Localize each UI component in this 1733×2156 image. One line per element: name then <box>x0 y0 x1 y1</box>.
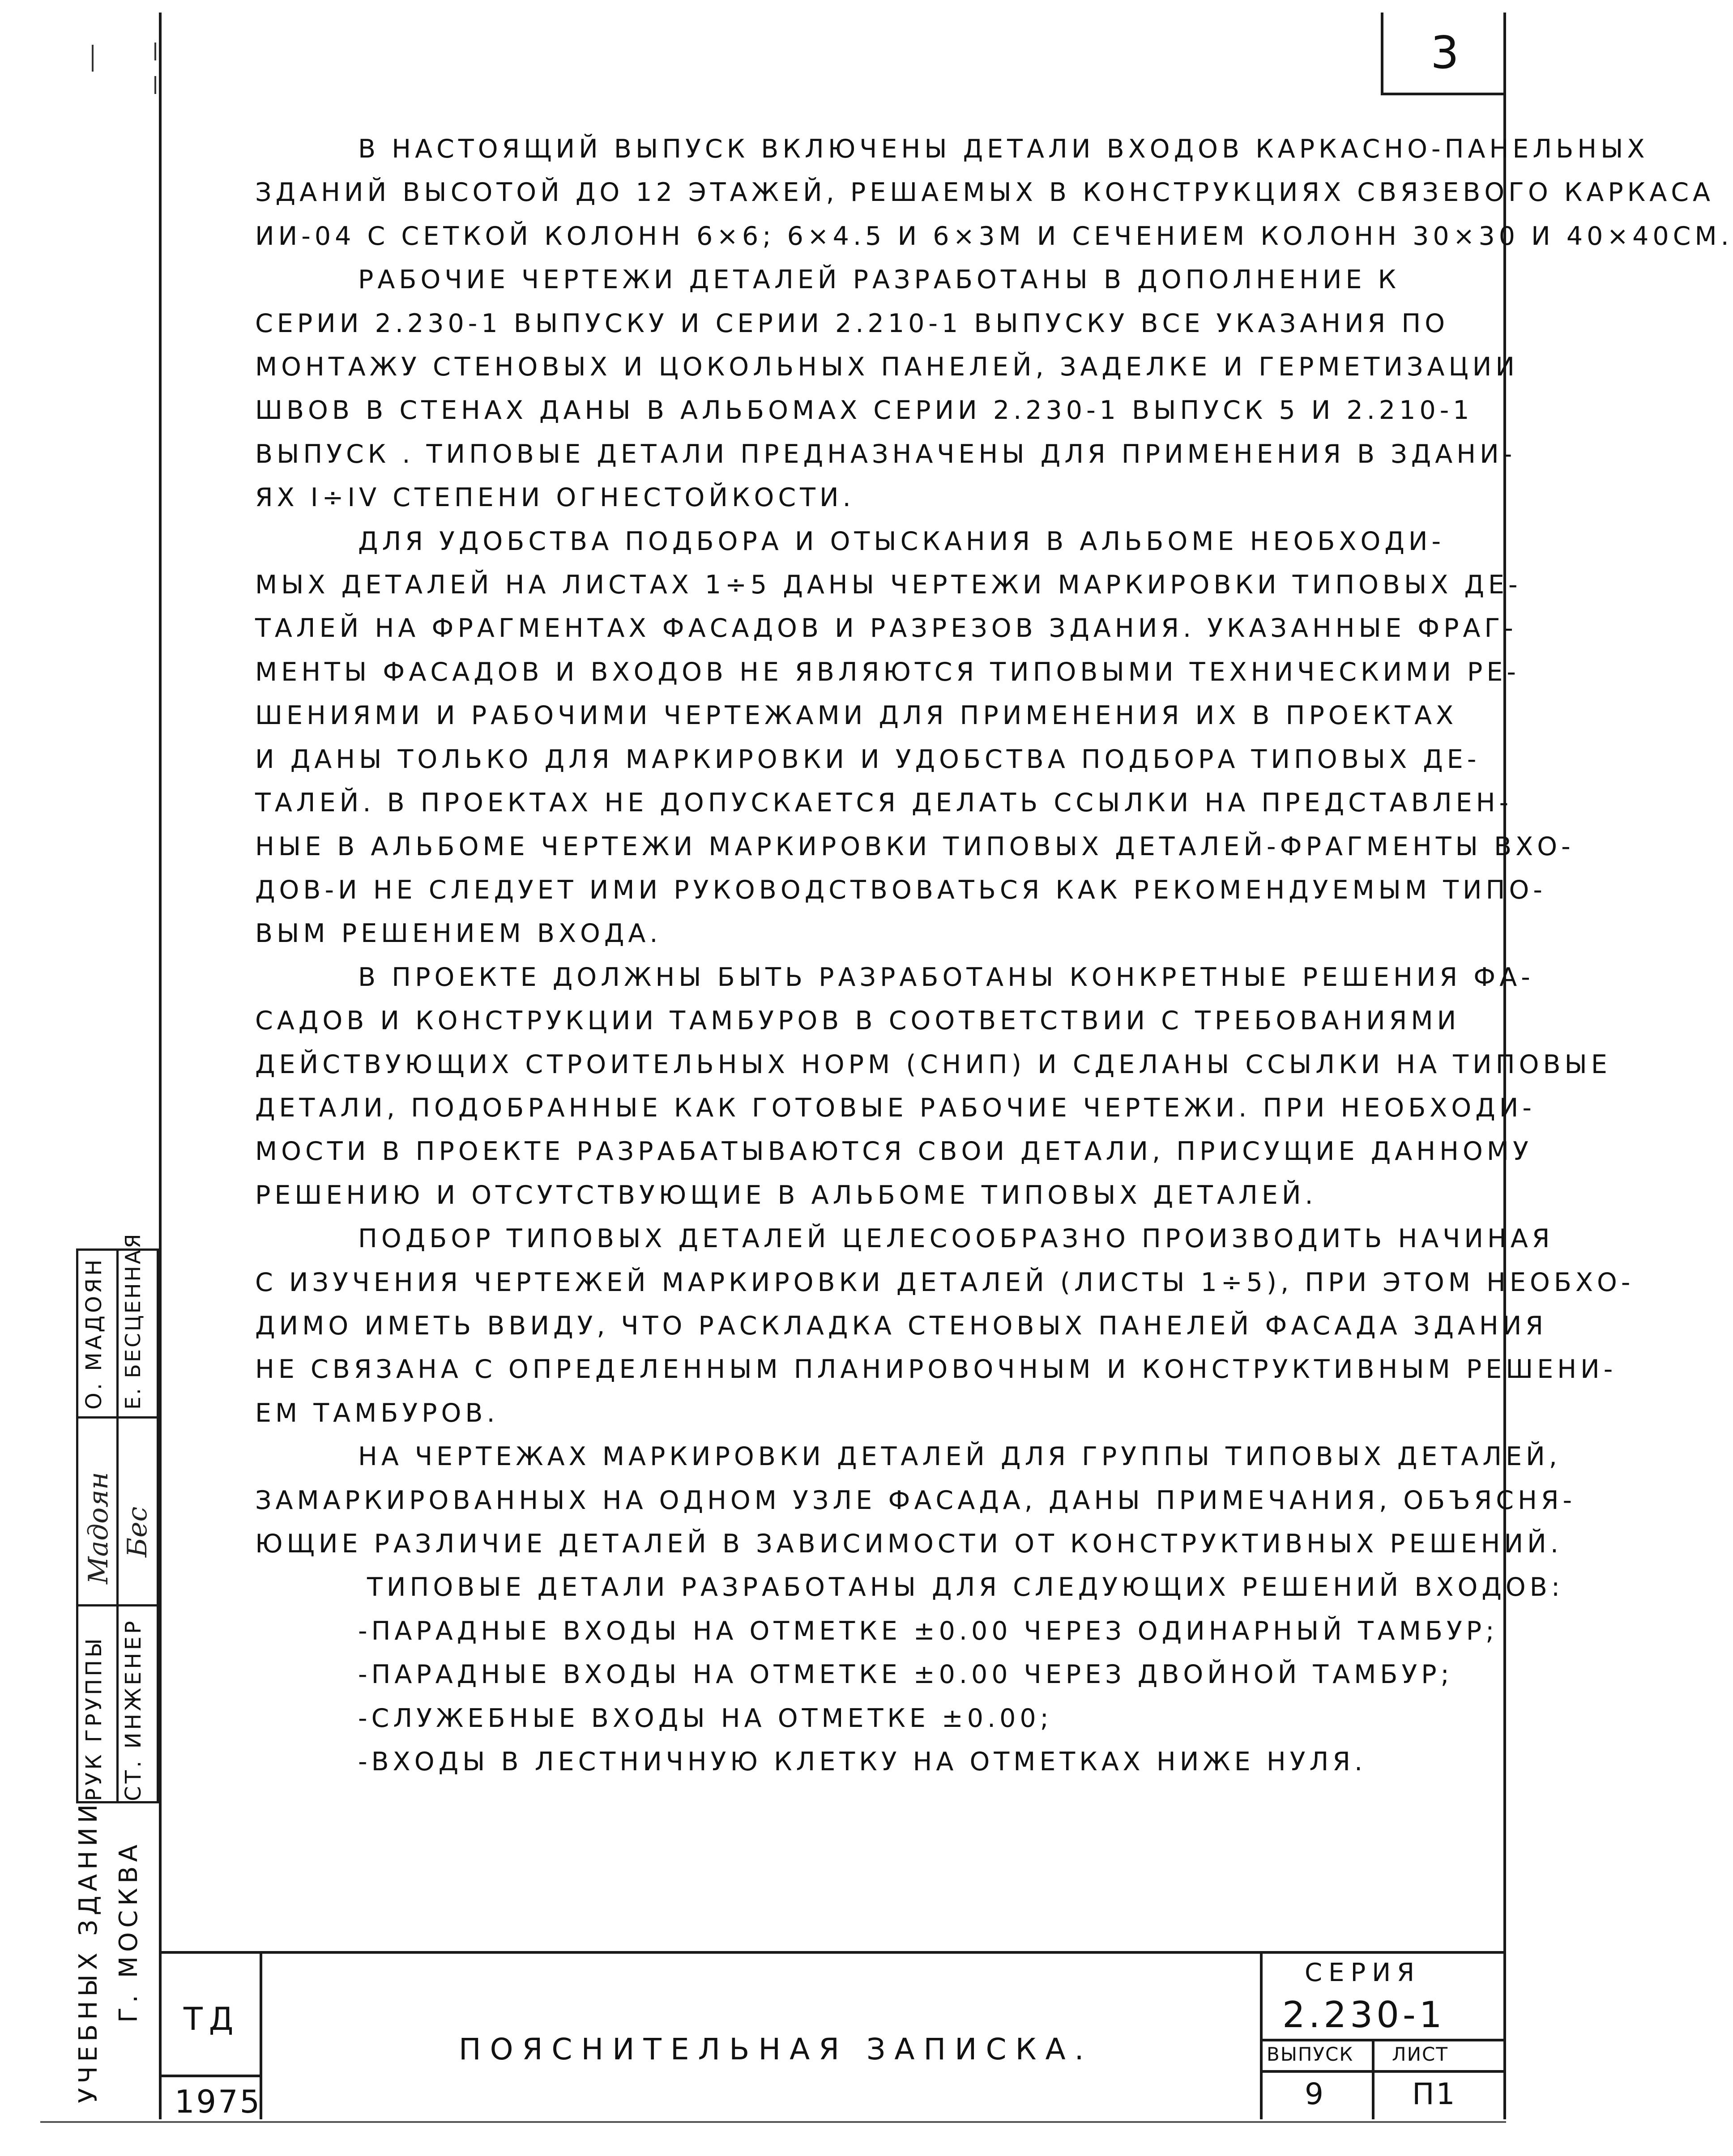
sheet-value: П1 <box>1412 2077 1457 2111</box>
stamp-divider <box>78 1416 157 1419</box>
text-line: ЯХ I÷IV СТЕПЕНИ ОГНЕСТОЙКОСТИ. <box>255 483 855 513</box>
text-line: ЕМ ТАМБУРОВ. <box>255 1398 499 1428</box>
text-line: ШЕНИЯМИ И РАБОЧИМИ ЧЕРТЕЖАМИ ДЛЯ ПРИМЕНЕНИЯ ИХ В ПРОЕКТАХ <box>255 701 1458 731</box>
bottom-trim-line <box>40 2121 1506 2123</box>
title-block-divider <box>1372 2039 1374 2119</box>
title-block-divider <box>1260 2039 1506 2041</box>
text-line: ВЫМ РЕШЕНИЕМ ВХОДА. <box>255 919 662 949</box>
text-line: СЕРИИ 2.230-1 ВЫПУСКУ И СЕРИИ 2.210-1 ВЫПУСКУ ВСЕ УКАЗАНИЯ ПО <box>255 308 1449 338</box>
explanatory-note-text <box>255 128 1733 1784</box>
text-line: ДИМО ИМЕТЬ ВВИДУ, ЧТО РАСКЛАДКА СТЕНОВЫХ ПАНЕЛЕЙ ФАСАДА ЗДАНИЯ <box>255 1311 1547 1341</box>
title-block-divider <box>1260 2070 1506 2073</box>
text-line: И ДАНЫ ТОЛЬКО ДЛЯ МАРКИРОВКИ И УДОБСТВА ПОДБОРА ТИПОВЫХ ДЕ- <box>255 744 1481 774</box>
text-line: ЮЩИЕ РАЗЛИЧИЕ ДЕТАЛЕЙ В ЗАВИСИМОСТИ ОТ КОНСТРУКТИВНЫХ РЕШЕНИЙ. <box>255 1529 1562 1559</box>
stamp-org-line1: УЧЕБНЫХ ЗДАНИИ <box>74 1800 103 2103</box>
text-line: ДЕТАЛИ, ПОДОБРАННЫЕ КАК ГОТОВЫЕ РАБОЧИЕ ЧЕРТЕЖИ. ПРИ НЕОБХОДИ- <box>255 1093 1536 1123</box>
signature: Мадоян <box>83 1472 114 1584</box>
text-line: РЕШЕНИЮ И ОТСУТСТВУЮЩИЕ В АЛЬБОМЕ ТИПОВЫХ ДЕТАЛЕЙ. <box>255 1180 1317 1210</box>
page-number: 3 <box>1381 13 1506 95</box>
text-line: С ИЗУЧЕНИЯ ЧЕРТЕЖЕЙ МАРКИРОВКИ ДЕТАЛЕЙ (ЛИСТЫ 1÷5), ПРИ ЭТОМ НЕОБХО- <box>255 1267 1635 1297</box>
text-line: НЫЕ В АЛЬБОМЕ ЧЕРТЕЖИ МАРКИРОВКИ ТИПОВЫХ ДЕТАЛЕЙ-ФРАГМЕНТЫ ВХО- <box>255 831 1575 861</box>
text-line: МОСТИ В ПРОЕКТЕ РАЗРАБАТЫВАЮТСЯ СВОИ ДЕТАЛИ, ПРИСУЩИЕ ДАННОМУ <box>255 1137 1532 1167</box>
stamp-org-line2: Г. МОСКВА <box>114 1840 143 2023</box>
text-line: ПОДБОР ТИПОВЫХ ДЕТАЛЕЙ ЦЕЛЕСООБРАЗНО ПРОИЗВОДИТЬ НАЧИНАЯ <box>358 1224 1554 1254</box>
text-line: НА ЧЕРТЕЖАХ МАРКИРОВКИ ДЕТАЛЕЙ ДЛЯ ГРУППЫ ТИПОВЫХ ДЕТАЛЕЙ, <box>358 1442 1561 1472</box>
text-line: -ПАРАДНЫЕ ВХОДЫ НА ОТМЕТКЕ ±0.00 ЧЕРЕЗ ОДИНАРНЫЙ ТАМБУР; <box>358 1616 1498 1646</box>
signature: Бес <box>122 1506 153 1557</box>
text-line: -СЛУЖЕБНЫЕ ВХОДЫ НА ОТМЕТКЕ ±0.00; <box>358 1703 1053 1733</box>
stamp-divider <box>78 1604 157 1606</box>
document-title: ПОЯСНИТЕЛЬНАЯ ЗАПИСКА. <box>459 2032 1093 2067</box>
stamp-divider <box>116 1251 119 1801</box>
text-line: ШВОВ В СТЕНАХ ДАНЫ В АЛЬБОМАХ СЕРИИ 2.230-1 ВЫПУСК 5 И 2.210-1 <box>255 396 1473 426</box>
text-line: -ПАРАДНЫЕ ВХОДЫ НА ОТМЕТКЕ ±0.00 ЧЕРЕЗ ДВОЙНОЙ ТАМБУР; <box>358 1660 1453 1690</box>
text-line: В НАСТОЯЩИЙ ВЫПУСК ВКЛЮЧЕНЫ ДЕТАЛИ ВХОДОВ КАРКАСНО-ПАНЕЛЬНЫХ <box>358 134 1649 164</box>
text-line: ТАЛЕЙ. В ПРОЕКТАХ НЕ ДОПУСКАЕТСЯ ДЕЛАТЬ ССЫЛКИ НА ПРЕДСТАВЛЕН- <box>255 788 1513 818</box>
text-line: ТИПОВЫЕ ДЕТАЛИ РАЗРАБОТАНЫ ДЛЯ СЛЕДУЮЩИХ РЕШЕНИЙ ВХОДОВ: <box>367 1572 1564 1602</box>
title-block-divider <box>159 2075 260 2077</box>
text-line: ДЕЙСТВУЮЩИХ СТРОИТЕЛЬНЫХ НОРМ (СНИП) И СДЕЛАНЫ ССЫЛКИ НА ТИПОВЫЕ <box>255 1049 1611 1079</box>
stamp-role1: РУК ГРУППЫ <box>81 1636 107 1801</box>
issue-label: ВЫПУСК <box>1267 2043 1354 2065</box>
text-line: В ПРОЕКТЕ ДОЛЖНЫ БЫТЬ РАЗРАБОТАНЫ КОНКРЕТНЫЕ РЕШЕНИЯ ФА- <box>358 962 1534 992</box>
year: 1975 <box>175 2084 262 2120</box>
text-line: -ВХОДЫ В ЛЕСТНИЧНУЮ КЛЕТКУ НА ОТМЕТКАХ НИЖЕ НУЛЯ. <box>358 1747 1367 1777</box>
text-line: ДОВ-И НЕ СЛЕДУЕТ ИМИ РУКОВОДСТВОВАТЬСЯ КАК РЕКОМЕНДУЕМЫМ ТИПО- <box>255 875 1546 905</box>
text-line: ИИ-04 С СЕТКОЙ КОЛОНН 6×6; 6×4.5 И 6×3М И СЕЧЕНИЕМ КОЛОНН 30×30 И 40×40СМ. <box>255 221 1733 251</box>
margin-tick <box>154 43 156 60</box>
stamp-role2: СТ. ИНЖЕНЕР <box>121 1618 146 1801</box>
text-line: МЫХ ДЕТАЛЕЙ НА ЛИСТАХ 1÷5 ДАНЫ ЧЕРТЕЖИ МАРКИРОВКИ ТИПОВЫХ ДЕ- <box>255 570 1522 600</box>
text-line: ЗДАНИЙ ВЫСОТОЙ ДО 12 ЭТАЖЕЙ, РЕШАЕМЫХ В КОНСТРУКЦИЯХ СВЯЗЕВОГО КАРКАСА <box>255 178 1715 208</box>
text-line: НЕ СВЯЗАНА С ОПРЕДЕЛЕННЫМ ПЛАНИРОВОЧНЫМ И КОНСТРУКТИВНЫМ РЕШЕНИ- <box>255 1355 1617 1385</box>
text-line: ВЫПУСК . ТИПОВЫЕ ДЕТАЛИ ПРЕДНАЗНАЧЕНЫ ДЛЯ ПРИМЕНЕНИЯ В ЗДАНИ- <box>255 439 1516 469</box>
margin-tick <box>92 45 94 72</box>
sheet-label: ЛИСТ <box>1392 2043 1448 2065</box>
text-line: МЕНТЫ ФАСАДОВ И ВХОДОВ НЕ ЯВЛЯЮТСЯ ТИПОВЫМИ ТЕХНИЧЕСКИМИ РЕ- <box>255 657 1520 687</box>
text-line: ДЛЯ УДОБСТВА ПОДБОРА И ОТЫСКАНИЯ В АЛЬБОМЕ НЕОБХОДИ- <box>358 526 1445 556</box>
title-block-divider <box>1260 1954 1263 2119</box>
org-code: ТД <box>184 2001 240 2037</box>
text-line: РАБОЧИЕ ЧЕРТЕЖИ ДЕТАЛЕЙ РАЗРАБОТАНЫ В ДОПОЛНЕНИЕ К <box>358 265 1400 295</box>
series-label: СЕРИЯ <box>1305 1958 1421 1987</box>
title-block <box>159 1951 1506 2119</box>
text-line: ЗАМАРКИРОВАННЫХ НА ОДНОМ УЗЛЕ ФАСАДА, ДАНЫ ПРИМЕЧАНИЯ, ОБЪЯСНЯ- <box>255 1485 1576 1515</box>
text-line: САДОВ И КОНСТРУКЦИИ ТАМБУРОВ В СООТВЕТСТВИИ С ТРЕБОВАНИЯМИ <box>255 1006 1460 1036</box>
margin-tick <box>154 76 156 94</box>
stamp-name2: Е. БЕСЦЕННАЯ <box>121 1232 145 1410</box>
series-value: 2.230-1 <box>1282 1994 1446 2036</box>
stamp-name1: О. МАДОЯН <box>81 1257 107 1410</box>
issue-value: 9 <box>1305 2077 1330 2111</box>
text-line: МОНТАЖУ СТЕНОВЫХ И ЦОКОЛЬНЫХ ПАНЕЛЕЙ, ЗАДЕЛКЕ И ГЕРМЕТИЗАЦИИ <box>255 352 1519 382</box>
text-line: ТАЛЕЙ НА ФРАГМЕНТАХ ФАСАДОВ И РАЗРЕЗОВ ЗДАНИЯ. УКАЗАННЫЕ ФРАГ- <box>255 614 1517 643</box>
